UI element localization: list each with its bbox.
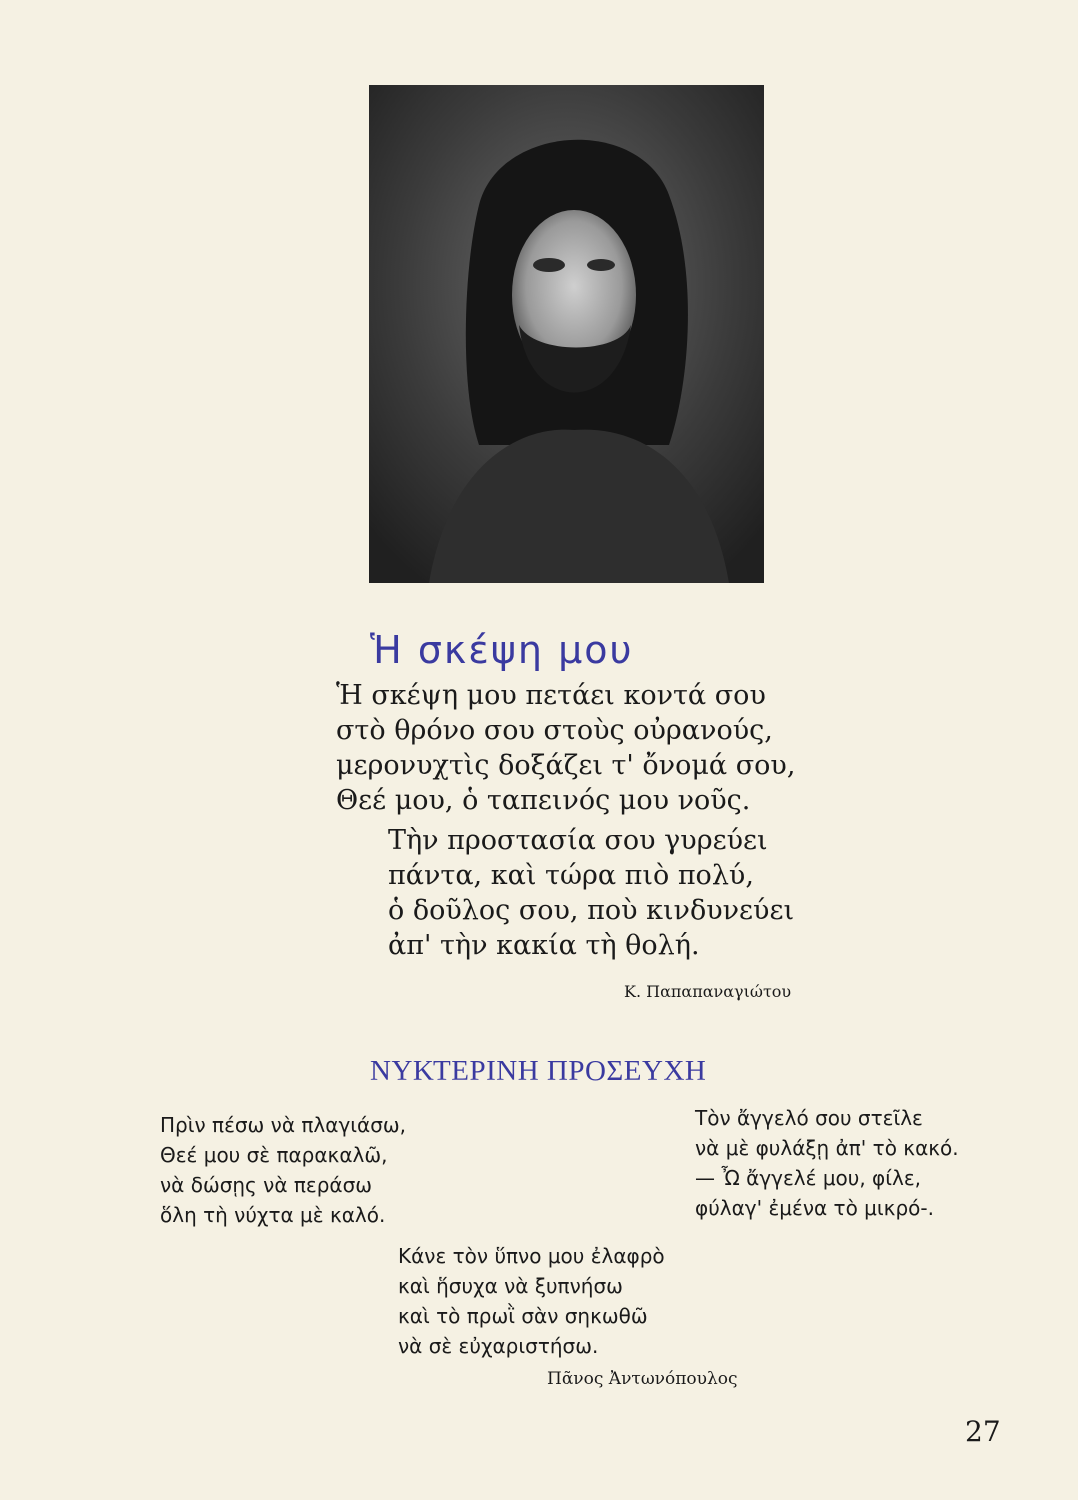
poem-line: Θεέ μου, ὁ ταπεινός μου νοῦς.	[336, 785, 751, 816]
poem2-stanza-center	[398, 1241, 665, 1361]
poem2-stanza-left	[160, 1110, 406, 1230]
poem1-title: Ἡ σκέψη μου	[370, 628, 634, 672]
poem-line: νὰ δώσῃς νὰ περάσω	[160, 1173, 373, 1197]
poem-line: Τὴν προστασία σου γυρεύει	[388, 825, 768, 856]
poem2-stanza-right	[695, 1103, 959, 1223]
poem-line: μερονυχτὶς δοξάζει τ' ὄνομά σου,	[336, 750, 796, 781]
poem-line: Ἡ σκέψη μου πετάει κοντά σου	[336, 680, 766, 711]
poem-line: ἀπ' τὴν κακία τὴ θολή.	[388, 930, 700, 961]
poem-line: νὰ μὲ φυλάξῃ ἀπ' τὸ κακό.	[695, 1136, 959, 1160]
poem1-stanza-2	[388, 823, 794, 963]
poem-line: Πρὶν πέσω νὰ πλαγιάσω,	[160, 1113, 407, 1137]
poem1-author: Κ. Παπαπαναγιώτου	[624, 982, 792, 1001]
poem-line: φύλαγ' ἐμένα τὸ μικρό-.	[695, 1196, 934, 1220]
poem-line: Θεέ μου σὲ παρακαλῶ,	[160, 1143, 388, 1167]
portrait-image	[369, 85, 764, 583]
poem2-title: ΝΥΚΤΕΡΙΝΗ ΠΡΟΣΕΥΧΗ	[370, 1055, 707, 1087]
poem-line: ὁ δοῦλος σου, ποὺ κινδυνεύει	[388, 895, 795, 926]
poem-line: Τὸν ἄγγελό σου στεῖλε	[695, 1106, 923, 1130]
poem-line: νὰ σὲ εὐχαριστήσω.	[398, 1334, 599, 1358]
poem1-stanza-1	[336, 678, 795, 818]
poem-line: καὶ ἥσυχα νὰ ξυπνήσω	[398, 1274, 623, 1298]
poem-line: καὶ τὸ πρωῒ σὰν σηκωθῶ	[398, 1304, 648, 1328]
poem-line: — Ὦ ἄγγελέ μου, φίλε,	[695, 1166, 922, 1190]
portrait-illustration	[369, 85, 764, 583]
poem-line: Κάνε τὸν ὕπνο μου ἐλαφρὸ	[398, 1244, 665, 1268]
poem2-author: Πᾶνος Ἀντωνόπουλος	[547, 1369, 738, 1389]
poem-line: στὸ θρόνο σου στοὺς οὐρανούς,	[336, 715, 773, 746]
poem-line: πάντα, καὶ τώρα πιὸ πολύ,	[388, 860, 754, 891]
page-number: 27	[965, 1415, 1001, 1448]
poem-line: ὅλη τὴ νύχτα μὲ καλό.	[160, 1203, 386, 1227]
